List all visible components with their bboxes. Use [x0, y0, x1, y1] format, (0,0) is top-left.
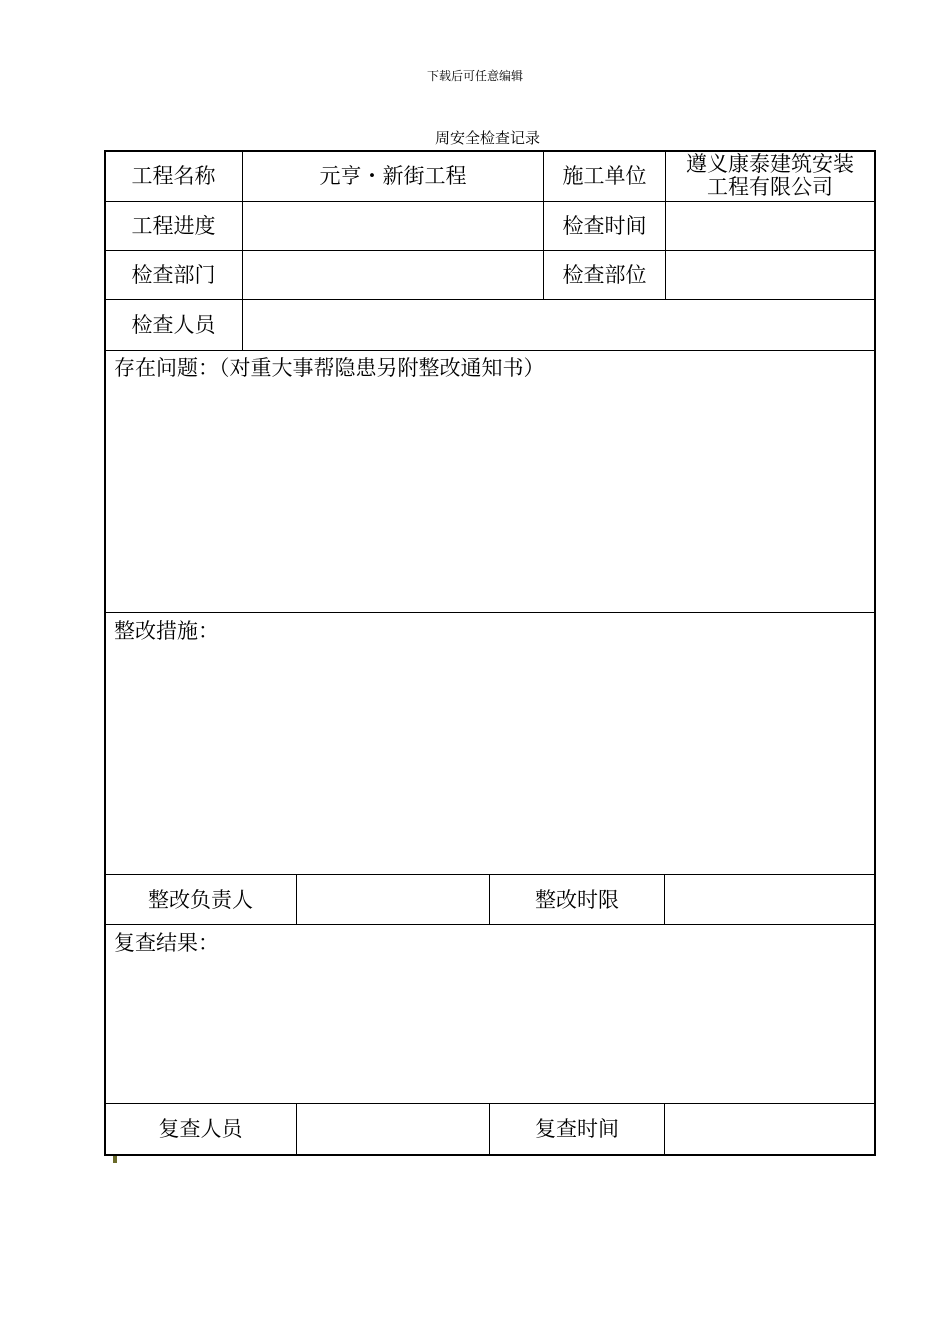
inspectors-value[interactable] — [243, 300, 874, 350]
recheck-person-value[interactable] — [297, 1104, 489, 1154]
corner-marker — [113, 1156, 117, 1163]
deadline-label: 整改时限 — [535, 887, 619, 912]
contractor-value[interactable] — [666, 151, 874, 201]
progress-value[interactable] — [243, 202, 543, 250]
measures-area[interactable] — [105, 641, 874, 873]
header-note: 下载后可任意编辑 — [426, 69, 523, 83]
recheck-person-label: 复查人员 — [158, 1117, 243, 1141]
measures-label: 整改措施： — [114, 619, 219, 643]
responsible-label: 整改负责人 — [148, 887, 253, 912]
check-dept-label: 检查部门 — [131, 263, 216, 287]
contractor-value-line2: 工程有限公司 — [707, 175, 833, 199]
recheck-result-area[interactable] — [105, 953, 874, 1102]
row-divider — [105, 350, 875, 351]
issues-label: 存在问题：（对重大事帮隐患另附整改通知书） — [114, 356, 545, 380]
form-title: 周安全检查记录 — [434, 129, 540, 147]
project-name-label: 工程名称 — [131, 164, 216, 188]
check-location-label: 检查部位 — [562, 263, 647, 287]
deadline-value[interactable] — [665, 875, 874, 924]
contractor-value-line1: 遵义康泰建筑安装 — [686, 152, 854, 176]
row-divider — [105, 612, 875, 613]
progress-label: 工程进度 — [131, 214, 216, 238]
check-time-value[interactable] — [666, 202, 874, 250]
recheck-time-label: 复查时间 — [535, 1117, 619, 1141]
row-divider — [105, 924, 875, 925]
check-dept-value[interactable] — [243, 251, 543, 299]
project-name-value[interactable]: 元亨・新街工程 — [319, 164, 467, 188]
check-location-value[interactable] — [666, 251, 874, 299]
issues-area[interactable] — [105, 378, 874, 611]
responsible-value[interactable] — [297, 875, 489, 924]
recheck-result-label: 复查结果： — [114, 931, 219, 955]
recheck-time-value[interactable] — [665, 1104, 874, 1154]
contractor-label: 施工单位 — [562, 164, 647, 188]
inspectors-label: 检查人员 — [131, 313, 216, 337]
check-time-label: 检查时间 — [562, 214, 647, 238]
